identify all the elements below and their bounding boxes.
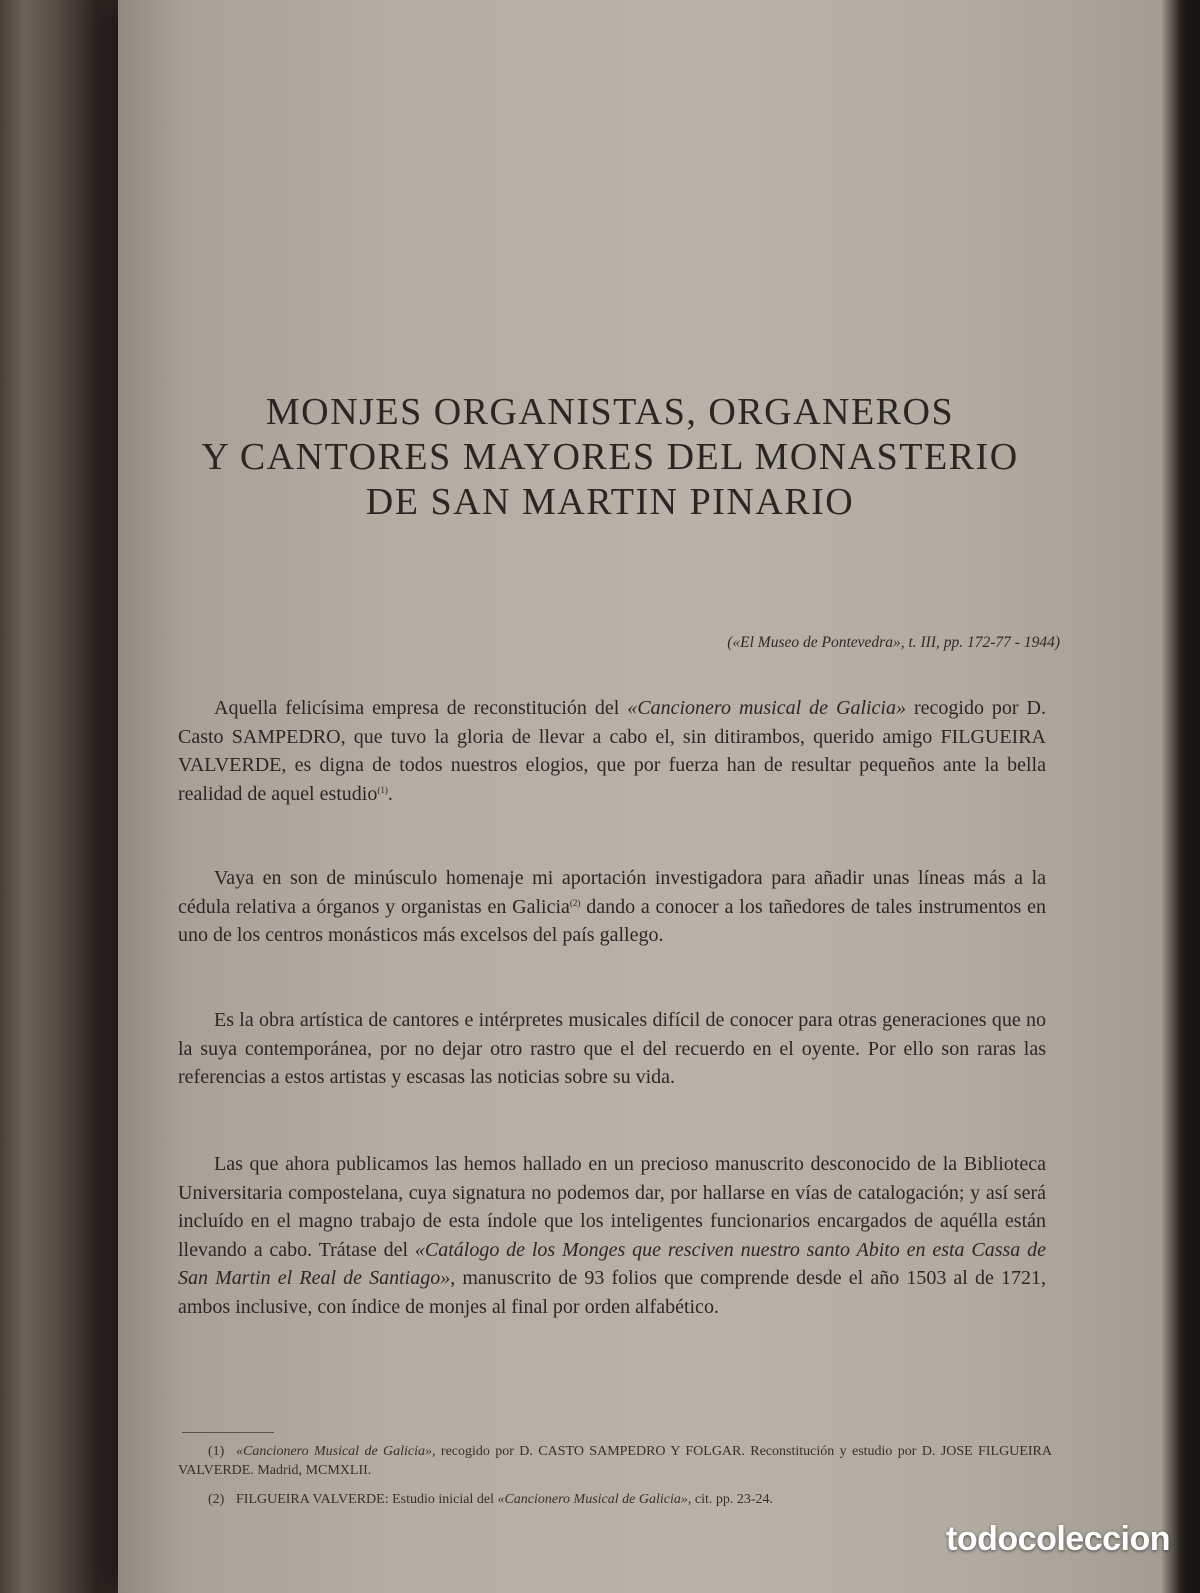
text: Aquella felicísima empresa de reconstitución del xyxy=(214,697,628,719)
footnote-divider xyxy=(182,1432,274,1433)
source-citation: («El Museo de Pontevedra», t. III, pp. 172-77 - 1944) xyxy=(727,634,1060,651)
footnote-number: (2) xyxy=(208,1492,225,1507)
text: , cit. pp. 23-24. xyxy=(687,1492,774,1507)
paragraph xyxy=(178,864,1046,950)
italic-title: «Cancionero musical de Galicia» xyxy=(627,697,906,719)
footnote-ref: (1) xyxy=(377,784,388,795)
title-line: MONJES ORGANISTAS, ORGANEROS xyxy=(265,391,955,433)
italic-title: «Cancionero Musical de Galicia» xyxy=(497,1492,688,1507)
paragraph: Es la obra artística de cantores e intérpretes musicales difícil de conocer para otras generaciones que no la suya contemporánea, por no dejar otro rastro que el del recuerdo en el oyente. Por ello son raras las referencias a estos artistas y escasas las noticias sobre su vida. xyxy=(178,1009,1046,1088)
title-line: DE SAN MARTIN PINARIO xyxy=(365,481,855,523)
text: Las que ahora publicamos las hemos hallado en un precioso manuscrito desconocido de la Biblioteca Universitaria compostelana, cuya signatura no podemos dar, por hallarse en vías de catalogación; y así será incluído en el magno trabajo de esta índole que los inteligentes funcionarios encargados de aquélla están llevando a cabo. Trátase del xyxy=(178,1153,1046,1261)
watermark-logo: todocoleccion xyxy=(946,1520,1170,1558)
text: dando a conocer a los tañedores de tales instrumentos en uno de los centros monásticos más excelsos del país gallego. xyxy=(178,895,1046,946)
page-edge xyxy=(1162,0,1188,1593)
footnote-ref: (2) xyxy=(569,897,581,908)
chapter-title xyxy=(160,390,1060,525)
text: recogido por D. Casto SAMPEDRO, que tuvo la gloria de llevar a cabo el, sin ditirambos, querido amigo FILGUEIRA VALVERDE, es digna de todos nuestros elogios, que por fuerza han de resultar pequeños ante la bella realidad de aquel estudio xyxy=(178,697,1047,805)
italic-title: «Catálogo de los Monges que resciven nuestro santo Abito en esta Cassa de San Martin el Real de Santiago» xyxy=(178,1238,1046,1289)
paragraph xyxy=(178,694,1046,808)
italic-title: «Cancionero Musical de Galicia» xyxy=(236,1444,433,1459)
paragraph xyxy=(178,1150,1046,1321)
title-line: Y CANTORES MAYORES DEL MONASTERIO xyxy=(201,436,1019,478)
footnote-number: (1) xyxy=(208,1444,225,1459)
footnote xyxy=(178,1490,1052,1509)
text: , manuscrito de 93 folios que comprende desde el año 1503 al de 1721, ambos inclusive, con índice de monjes al final por orden alfabético. xyxy=(178,1267,1046,1318)
text: FILGUEIRA VALVERDE: Estudio inicial del xyxy=(236,1492,498,1507)
text: . xyxy=(387,782,393,805)
text: , recogido por D. CASTO SAMPEDRO Y FOLGAR. Reconstitución y estudio por D. JOSE FILGUEIRA VALVERDE. Madrid, MCMXLII. xyxy=(178,1444,1052,1478)
text: Vaya en son de minúsculo homenaje mi aportación investigadora para añadir unas líneas más a la cédula relativa a órganos y organistas en Galicia xyxy=(178,867,1046,918)
footnote xyxy=(178,1442,1052,1480)
